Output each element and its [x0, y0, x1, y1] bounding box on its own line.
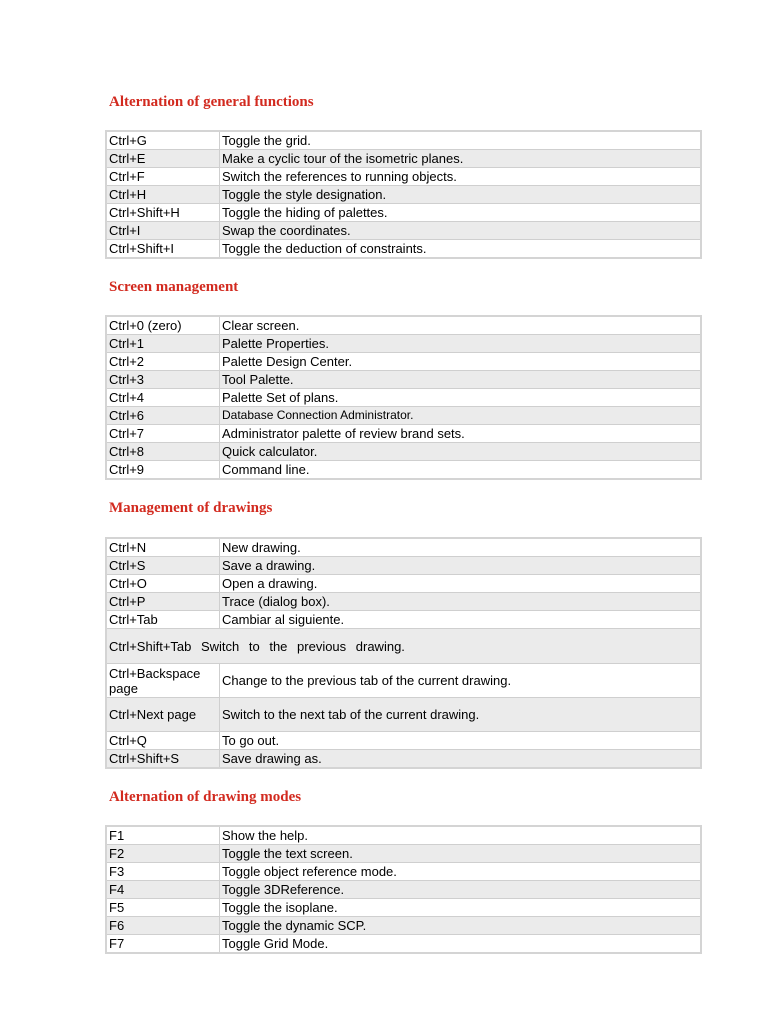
shortcut-key: Ctrl+0 (zero): [106, 316, 220, 335]
shortcut-description: Toggle the text screen.: [220, 845, 702, 863]
shortcut-key: Ctrl+2: [106, 353, 220, 371]
table-row: [106, 371, 701, 389]
shortcut-description: Save a drawing.: [220, 557, 702, 575]
shortcut-description: Toggle the hiding of palettes.: [220, 204, 702, 222]
shortcut-key: Ctrl+S: [106, 557, 220, 575]
shortcut-key: Ctrl+4: [106, 389, 220, 407]
shortcut-description: Change to the previous tab of the current drawing.: [220, 664, 702, 698]
table-row: [106, 863, 701, 881]
shortcut-key: F5: [106, 899, 220, 917]
shortcut-description: Make a cyclic tour of the isometric planes.: [220, 150, 702, 168]
shortcut-description: Swap the coordinates.: [220, 222, 702, 240]
shortcut-description: Trace (dialog box).: [220, 593, 702, 611]
shortcut-description: Toggle the grid.: [220, 131, 702, 150]
shortcut-table-screen-management: [105, 315, 702, 480]
table-row: [106, 629, 701, 664]
table-row: [106, 917, 701, 935]
shortcut-key: F2: [106, 845, 220, 863]
shortcut-key: Ctrl+G: [106, 131, 220, 150]
section-title-drawing-modes: Alternation of drawing modes: [109, 789, 302, 805]
table-row: [106, 826, 701, 845]
shortcut-description: Command line.: [220, 461, 702, 480]
table-row: [106, 316, 701, 335]
shortcut-key: Ctrl+3: [106, 371, 220, 389]
shortcut-key: Ctrl+Shift+S: [106, 750, 220, 769]
shortcut-description: Administrator palette of review brand sets.: [220, 425, 702, 443]
table-row: [106, 461, 701, 480]
shortcut-description: New drawing.: [220, 538, 702, 557]
table-row: [106, 538, 701, 557]
shortcut-key: F6: [106, 917, 220, 935]
shortcut-description: Toggle the isoplane.: [220, 899, 702, 917]
table-row: [106, 240, 701, 259]
shortcut-key: Ctrl+I: [106, 222, 220, 240]
shortcut-key: Ctrl+H: [106, 186, 220, 204]
shortcut-table-drawing-modes: [105, 825, 702, 954]
shortcut-key: Ctrl+N: [106, 538, 220, 557]
shortcut-description: Toggle the deduction of constraints.: [220, 240, 702, 259]
table-row: [106, 168, 701, 186]
shortcut-key: F7: [106, 935, 220, 954]
shortcut-description: Toggle object reference mode.: [220, 863, 702, 881]
table-row: [106, 732, 701, 750]
table-row: [106, 222, 701, 240]
shortcut-key: F3: [106, 863, 220, 881]
table-row: [106, 575, 701, 593]
section-title-general-functions: Alternation of general functions: [109, 94, 314, 110]
shortcut-table-management-of-drawings: [105, 537, 702, 769]
shortcut-key: Ctrl+P: [106, 593, 220, 611]
shortcut-description: Quick calculator.: [220, 443, 702, 461]
table-row: [106, 335, 701, 353]
table-row: [106, 750, 701, 769]
table-row: [106, 389, 701, 407]
table-row: [106, 611, 701, 629]
table-row: [106, 186, 701, 204]
shortcut-key: Ctrl+7: [106, 425, 220, 443]
shortcut-description: Tool Palette.: [220, 371, 702, 389]
shortcut-description: Save drawing as.: [220, 750, 702, 769]
table-row: [106, 353, 701, 371]
table-row: [106, 131, 701, 150]
shortcut-key: Ctrl+O: [106, 575, 220, 593]
table-row: [106, 899, 701, 917]
shortcut-key: Ctrl+Next page: [106, 698, 220, 732]
shortcut-description: Switch the references to running objects.: [220, 168, 702, 186]
shortcut-key: F1: [106, 826, 220, 845]
table-row: [106, 557, 701, 575]
shortcut-description: Toggle the dynamic SCP.: [220, 917, 702, 935]
table-row: [106, 425, 701, 443]
shortcut-description: Toggle the style designation.: [220, 186, 702, 204]
shortcut-description: Switch to the next tab of the current drawing.: [220, 698, 702, 732]
shortcut-description: Palette Properties.: [220, 335, 702, 353]
shortcut-key: Ctrl+1: [106, 335, 220, 353]
shortcut-key: F4: [106, 881, 220, 899]
shortcut-description: Toggle Grid Mode.: [220, 935, 702, 954]
shortcut-description: Cambiar al siguiente.: [220, 611, 702, 629]
shortcut-table-general-functions: [105, 130, 702, 259]
shortcut-description: Toggle 3DReference.: [220, 881, 702, 899]
shortcut-description: Palette Design Center.: [220, 353, 702, 371]
section-title-management-of-drawings: Management of drawings: [109, 500, 273, 516]
shortcut-key: Ctrl+Backspace page: [106, 664, 220, 698]
table-row: [106, 593, 701, 611]
shortcut-description: Open a drawing.: [220, 575, 702, 593]
shortcut-key: Ctrl+E: [106, 150, 220, 168]
table-row: [106, 150, 701, 168]
table-row: [106, 407, 701, 425]
section-title-screen-management: Screen management: [109, 279, 239, 295]
table-row: [106, 204, 701, 222]
shortcut-description: Clear screen.: [220, 316, 702, 335]
table-row: [106, 664, 701, 698]
table-row: [106, 443, 701, 461]
shortcut-description: Database Connection Administrator.: [220, 407, 702, 425]
shortcut-key: Ctrl+Shift+I: [106, 240, 220, 259]
table-row: [106, 935, 701, 954]
shortcut-key: Ctrl+6: [106, 407, 220, 425]
shortcut-description: Show the help.: [220, 826, 702, 845]
shortcut-description: To go out.: [220, 732, 702, 750]
table-row: [106, 881, 701, 899]
shortcut-key: Ctrl+F: [106, 168, 220, 186]
shortcut-merged-cell: Ctrl+Shift+Tab Switch to the previous drawing.: [106, 629, 701, 664]
shortcut-description: Palette Set of plans.: [220, 389, 702, 407]
shortcut-key: Ctrl+9: [106, 461, 220, 480]
shortcut-key: Ctrl+Q: [106, 732, 220, 750]
shortcut-key: Ctrl+Tab: [106, 611, 220, 629]
table-row: [106, 845, 701, 863]
shortcut-key: Ctrl+Shift+H: [106, 204, 220, 222]
shortcut-key: Ctrl+8: [106, 443, 220, 461]
table-row: [106, 698, 701, 732]
